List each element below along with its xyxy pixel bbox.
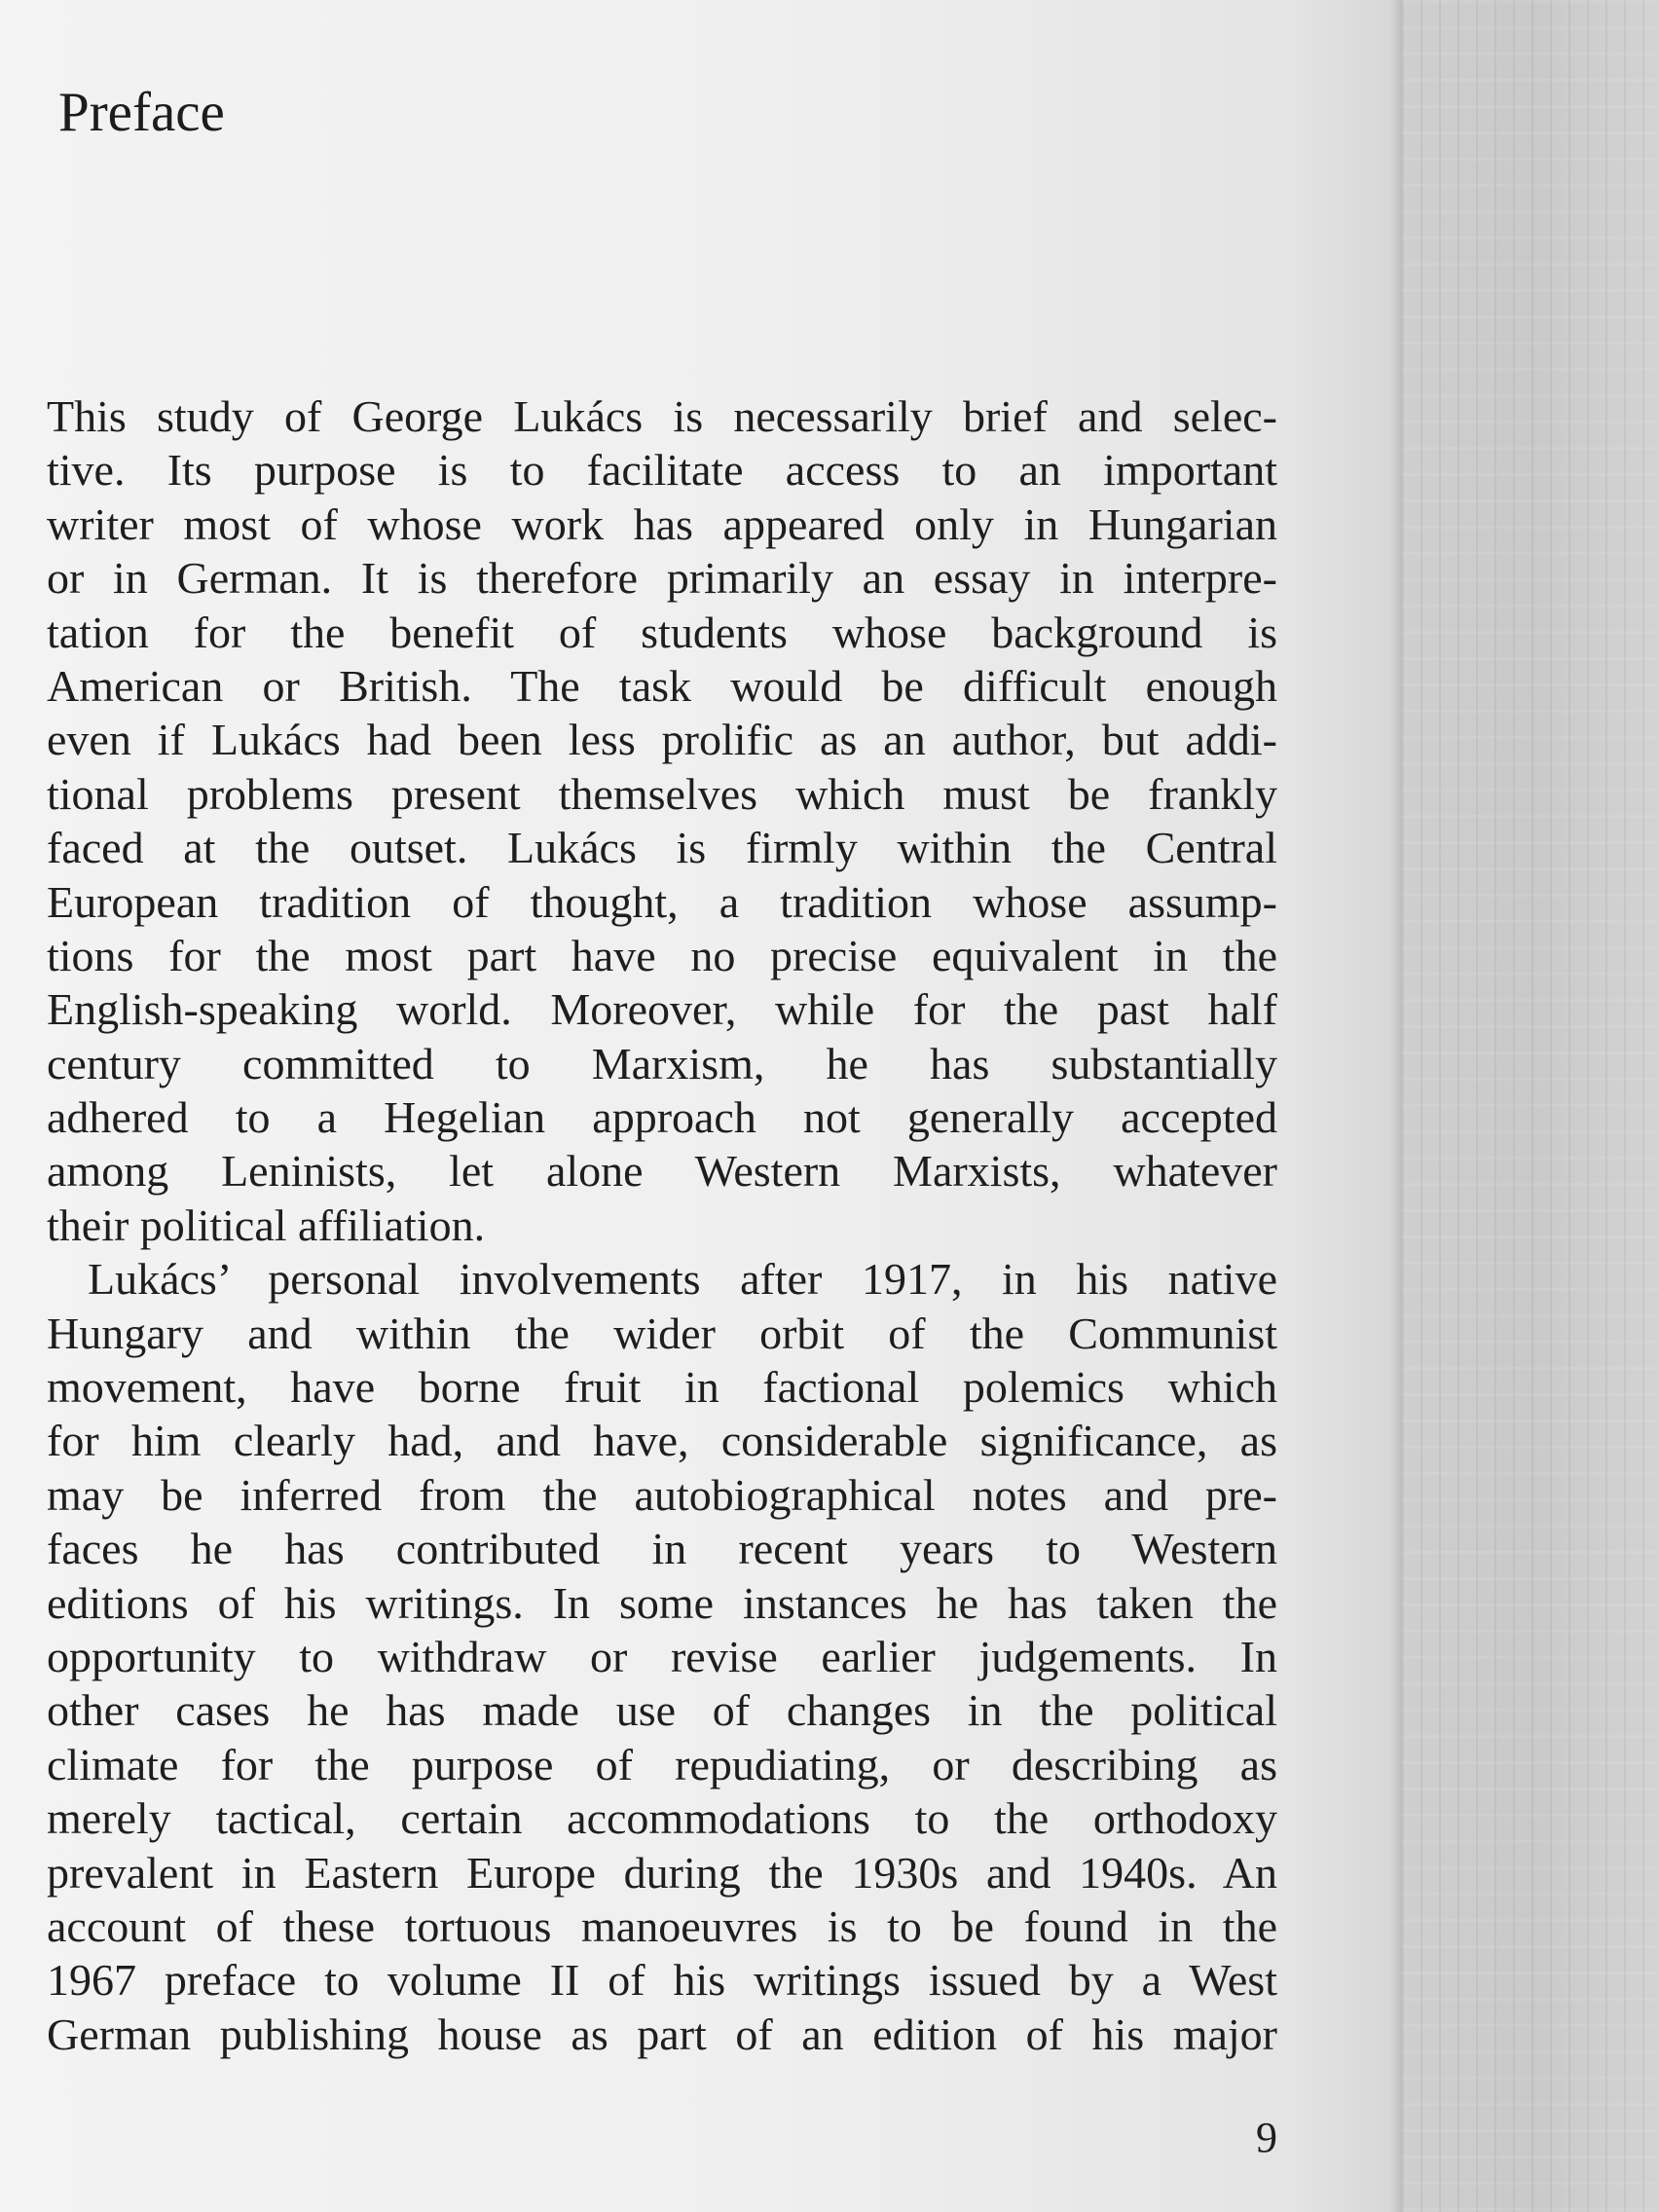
page-number: 9 [1256,2114,1277,2161]
text-line: adhered to a Hegelian approach not generally accepted [47,1092,1277,1143]
text-line: for him clearly had, and have, considerable significance, as [47,1416,1277,1466]
text-line: Hungary and within the wider orbit of the Communist [47,1308,1277,1358]
text-line: movement, have borne fruit in factional polemics which [47,1362,1277,1413]
text-line: account of these tortuous manoeuvres is to be found in the [47,1900,1277,1951]
text-line: opportunity to withdraw or revise earlier judgements. In [47,1631,1277,1681]
text-line: faced at the outset. Lukács is firmly within the Central [47,823,1277,873]
body-text [47,389,1277,2061]
text-line: century committed to Marxism, he has substantially [47,1038,1277,1088]
text-line: English-speaking world. Moreover, while for the past half [47,984,1277,1035]
text-line: among Leninists, let alone Western Marxists, whatever [47,1146,1277,1197]
text-line: faces he has contributed in recent years to Western [47,1524,1277,1574]
page-heading: Preface [58,82,225,143]
text-line: tions for the most part have no precise equivalent in the [47,930,1277,980]
text-line: tation for the benefit of students whose background is [47,607,1277,657]
background-surface [1402,0,1659,2212]
text-line: may be inferred from the autobiographical notes and pre- [47,1469,1277,1520]
text-line: tive. Its purpose is to facilitate access to an important [47,445,1277,496]
text-line: writer most of whose work has appeared only in Hungarian [47,498,1277,549]
text-line: 1967 preface to volume II of his writings issued by a West [47,1955,1277,2006]
text-line: prevalent in Eastern Europe during the 1930s and 1940s. An [47,1847,1277,1898]
text-line: German publishing house as part of an edition of his major [47,2009,1277,2059]
text-line: their political affiliation. [47,1199,486,1250]
text-line: or in German. It is therefore primarily an essay in interpre- [47,553,1277,604]
text-line: American or British. The task would be difficult enough [47,660,1277,711]
text-line: other cases he has made use of changes in the political [47,1685,1277,1736]
text-line: editions of his writings. In some instances he has taken the [47,1577,1277,1628]
text-line: even if Lukács had been less prolific as an author, but addi- [47,715,1277,765]
text-line: This study of George Lukács is necessarily brief and selec- [47,391,1277,441]
text-line: merely tactical, certain accommodations to the orthodoxy [47,1793,1277,1844]
text-line: climate for the purpose of repudiating, or describing as [47,1739,1277,1789]
text-line: Lukács’ personal involvements after 1917, in his native [88,1254,1277,1305]
text-line: European tradition of thought, a tradition whose assump- [47,876,1277,927]
text-line: tional problems present themselves which must be frankly [47,768,1277,819]
